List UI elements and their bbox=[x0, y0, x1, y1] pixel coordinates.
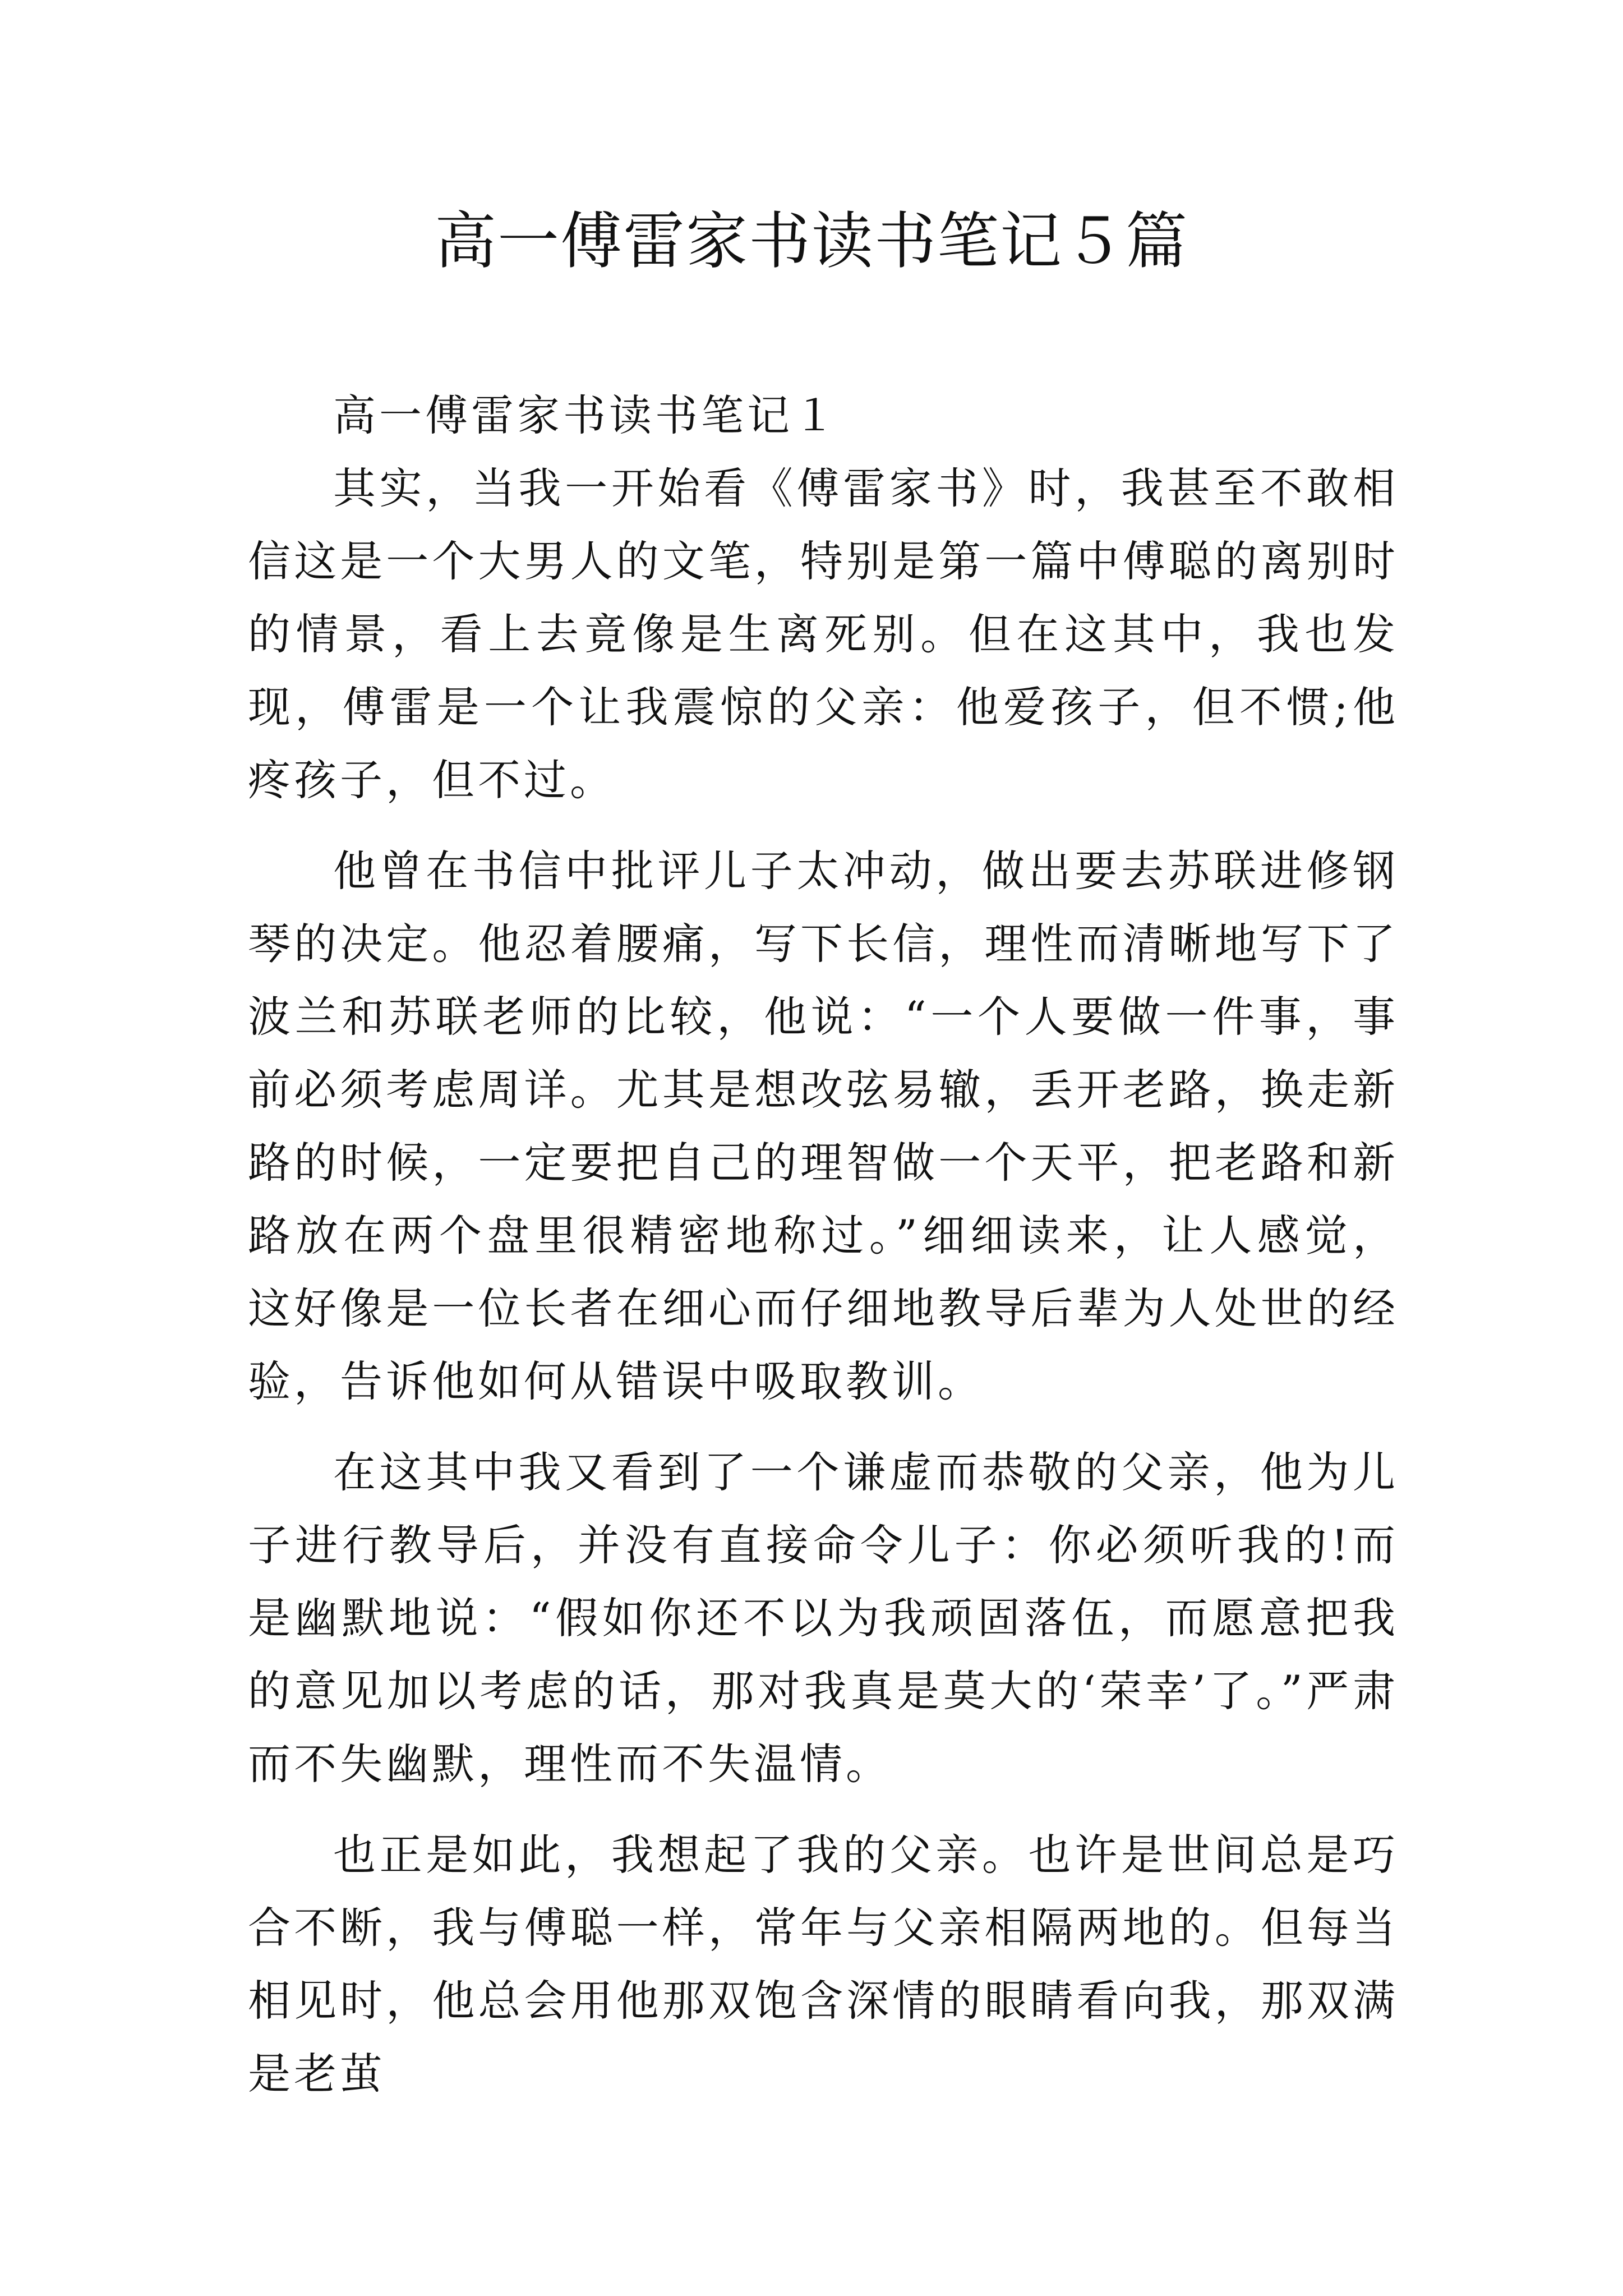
document-body bbox=[248, 379, 1399, 2128]
paragraph-2: 他曾在书信中批评儿子太冲动，做出要去苏联进修钢琴的决定。他忍着腰痛，写下长信，理性而清晰地写下了波兰和苏联老师的比较，他说：“一个人要做一件事，事前必须考虑周详。尤其是想改弦易辙，丢开老路，换走新路的时候，一定要把自己的理智做一个天平，把老路和新路放在两个盘里很精密地称过。”细细读来，让人感觉，这好像是一位长者在细心而仔细地教导后辈为人处世的经验，告诉他如何从错误中吸取教训。 bbox=[248, 846, 1399, 1406]
paragraph-1: 其实，当我一开始看《傅雷家书》时，我甚至不敢相信这是一个大男人的文笔，特别是第一篇中傅聪的离别时的情景，看上去竟像是生离死别。但在这其中，我也发现，傅雷是一个让我震惊的父亲：他爱孩子，但不惯;他疼孩子，但不过。 bbox=[248, 463, 1399, 805]
document-title: 高一傅雷家书读书笔记５篇 bbox=[435, 205, 1188, 277]
section-heading: 高一傅雷家书读书笔记１ bbox=[333, 390, 839, 440]
paragraph-4: 也正是如此，我想起了我的父亲。也许是世间总是巧合不断，我与傅聪一样，常年与父亲相隔两地的。但每当相见时，他总会用他那双饱含深情的眼睛看向我，那双满是老茧 bbox=[248, 1830, 1399, 2099]
paragraph-3: 在这其中我又看到了一个谦虚而恭敬的父亲，他为儿子进行教导后，并没有直接命令儿子：你必须听我的!而是幽默地说：“假如你还不以为我顽固落伍，而愿意把我的意见加以考虑的话，那对我真是莫大的‘荣幸’了。”严肃而不失幽默，理性而不失温情。 bbox=[248, 1447, 1399, 1789]
